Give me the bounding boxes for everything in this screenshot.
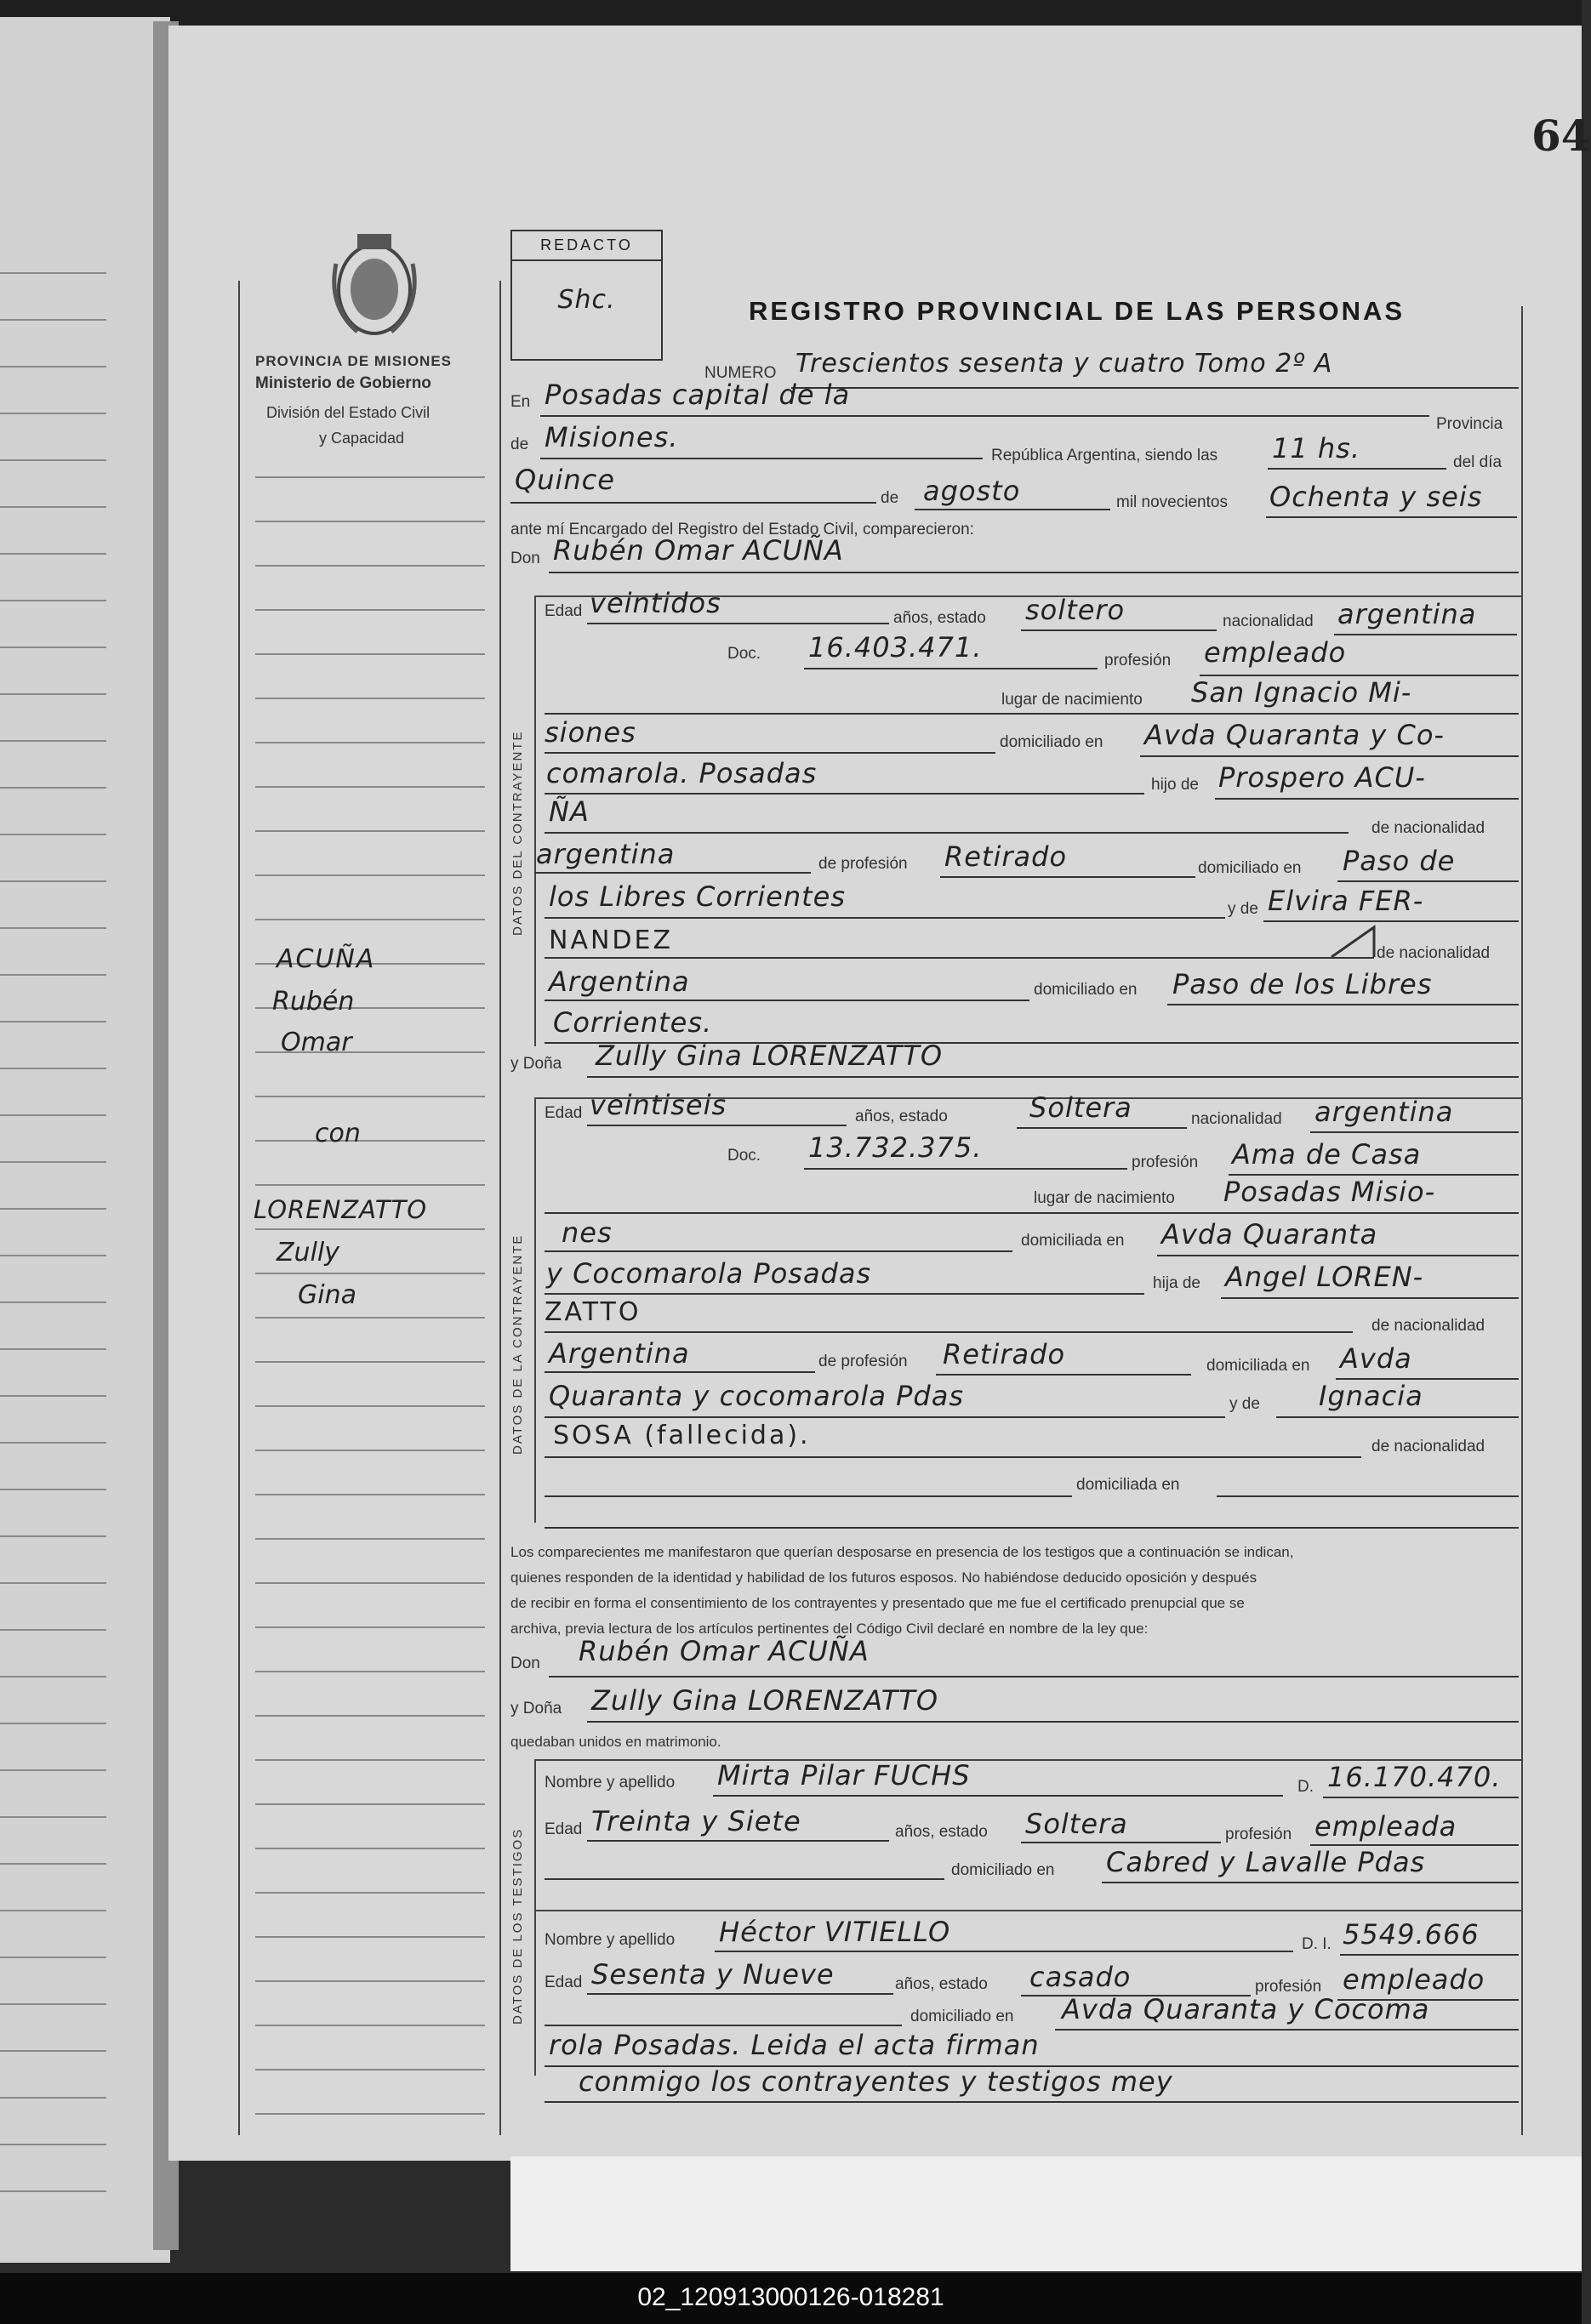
left-page-ruled-line	[0, 413, 106, 414]
margin-ruled-line	[255, 521, 485, 522]
margin-ruled-line	[255, 1936, 485, 1938]
act-hora: 11 hs.	[1272, 432, 1361, 464]
bride-profesion: Ama de Casa	[1232, 1138, 1422, 1171]
act-dia: Quince	[515, 464, 615, 496]
division-label-2: y Capacidad	[319, 430, 405, 447]
w1-label-nombre: Nombre y apellido	[545, 1774, 676, 1791]
groom-madre-domicilio-2: Corrientes.	[553, 1006, 713, 1039]
left-page-ruled-line	[0, 927, 106, 929]
label-ante: ante mí Encargado del Registro del Estado Civil, comparecieron:	[510, 521, 974, 538]
left-page-ruled-line	[0, 1255, 106, 1256]
w1-estado: Soltera	[1025, 1808, 1128, 1840]
act-numero: Trescientos sesenta y cuatro Tomo 2º A	[796, 349, 1333, 379]
slash-mark	[1327, 923, 1378, 961]
left-page-ruled-line	[0, 1068, 106, 1069]
groom-label-padre-prof: de profesión	[818, 855, 908, 873]
w1-profesion: empleada	[1314, 1810, 1457, 1843]
groom-madre-domicilio-1: Paso de los Libres	[1172, 968, 1433, 1000]
left-page-ruled-line	[0, 600, 106, 601]
left-page-ruled-line	[0, 647, 106, 648]
groom-label-profesion: profesión	[1104, 652, 1172, 669]
left-page-ruled-line	[0, 1302, 106, 1303]
label-provincia: Provincia	[1436, 415, 1503, 433]
left-page-ruled-line	[0, 1395, 106, 1397]
label-numero: NUMERO	[704, 364, 777, 382]
left-page-ruled-line	[0, 1957, 106, 1958]
statement-line-1: Los comparecientes me manifestaron que querían desposarse en presencia de los testigos que a continuación se indican,	[510, 1544, 1294, 1560]
margin-ruled-line	[255, 2069, 485, 2071]
margin-ruled-line	[255, 1582, 485, 1584]
left-page-ruled-line	[0, 834, 106, 835]
bride-label-padre-dom: domiciliada en	[1206, 1357, 1310, 1375]
bride-label-madre-dom: domiciliada en	[1076, 1476, 1180, 1494]
left-page-ruled-line	[0, 1582, 106, 1584]
margin-ruled-line	[255, 1228, 485, 1230]
bride-label-hija: hija de	[1153, 1274, 1200, 1292]
section-line-witness	[534, 1761, 536, 2076]
left-page-ruled-line	[0, 740, 106, 742]
bride-label-padre-prof: de profesión	[818, 1353, 908, 1370]
w2-doc: 5549.666	[1343, 1918, 1480, 1951]
act-en: Posadas capital de la	[545, 379, 851, 411]
redacto-stamp	[510, 230, 663, 361]
margin-ruled-line	[255, 1803, 485, 1805]
label-de-mes: de	[881, 489, 899, 507]
w2-nombre: Héctor VITIELLO	[719, 1916, 951, 1948]
margin-ruled-line	[255, 1361, 485, 1363]
margin-ruled-line	[255, 1140, 485, 1142]
decl-dona: Zully Gina LORENZATTO	[591, 1684, 939, 1717]
bride-label-nacionalidad: nacionalidad	[1191, 1110, 1282, 1128]
left-page-ruled-line	[0, 2144, 106, 2145]
left-page-edge	[0, 17, 170, 2263]
w2-label-profesion: profesión	[1255, 1978, 1322, 1996]
decl-label-don: Don	[510, 1655, 540, 1672]
margin-surname-2: LORENZATTO	[254, 1195, 428, 1224]
bride-doc: 13.732.375.	[808, 1131, 983, 1164]
label-en: En	[510, 393, 531, 411]
image-caption: 02_120913000126-018281	[0, 2273, 1582, 2324]
bride-label-madre-nac: de nacionalidad	[1371, 1438, 1486, 1455]
groom-domicilio-2: comarola. Posadas	[546, 757, 818, 789]
left-page-ruled-line	[0, 1021, 106, 1022]
groom-domicilio-1: Avda Quaranta y Co-	[1144, 719, 1445, 751]
groom-label-nacionalidad: nacionalidad	[1223, 612, 1314, 630]
statement-line-4: archiva, previa lectura de los artículos pertinentes del Código Civil declaré en nombre de la ley que:	[510, 1621, 1149, 1637]
page-bottom-strip	[510, 2156, 1582, 2271]
margin-line-right	[499, 281, 501, 2135]
bride-domicilio-1: Avda Quaranta	[1161, 1218, 1378, 1250]
left-page-ruled-line	[0, 553, 106, 555]
left-page-ruled-line	[0, 1348, 106, 1350]
margin-name-2b: Gina	[298, 1280, 356, 1310]
w1-edad: Treinta y Siete	[591, 1805, 801, 1837]
label-mil: mil novecientos	[1116, 493, 1228, 511]
left-page-ruled-line	[0, 787, 106, 789]
left-page-ruled-line	[0, 693, 106, 695]
groom-padre-1: Prospero ACU-	[1218, 761, 1426, 794]
left-page-ruled-line	[0, 2190, 106, 2192]
margin-ruled-line	[255, 2025, 485, 2026]
margin-ruled-line	[255, 786, 485, 788]
label-dona: y Doña	[510, 1055, 562, 1073]
bride-lugar-2: nes	[562, 1216, 613, 1249]
margin-ruled-line	[255, 1273, 485, 1274]
w2-domicilio-1: Avda Quaranta y Cocoma	[1062, 1993, 1430, 2025]
w1-label-edad: Edad	[545, 1820, 583, 1838]
redacto-mark: Shc.	[557, 285, 616, 315]
groom-lugar-2: siones	[545, 716, 636, 749]
bride-label-estado: años, estado	[855, 1108, 948, 1125]
left-page-ruled-line	[0, 366, 106, 367]
label-del-dia: del día	[1453, 453, 1503, 471]
left-page-ruled-line	[0, 1535, 106, 1537]
left-page-ruled-line	[0, 1629, 106, 1631]
margin-ruled-line	[255, 653, 485, 655]
groom-padre-2: ÑA	[549, 795, 590, 828]
side-label-bride: DATOS DE LA CONTRAYENTE	[510, 1233, 525, 1455]
side-label-witnesses: DATOS DE LOS TESTIGOS	[510, 1827, 525, 2025]
section-line-groom	[534, 595, 536, 1046]
bride-padre-nacionalidad: Argentina	[549, 1337, 690, 1370]
left-page-ruled-line	[0, 1676, 106, 1677]
left-page-ruled-line	[0, 1114, 106, 1116]
left-page-ruled-line	[0, 880, 106, 882]
w1-label-doc: D.	[1297, 1778, 1314, 1796]
margin-ruled-line	[255, 1096, 485, 1097]
bride-edad: veintiseis	[590, 1089, 727, 1121]
left-page-ruled-line	[0, 272, 106, 274]
act-mes: agosto	[923, 475, 1021, 507]
bride-label-y-de: y de	[1229, 1395, 1260, 1413]
w2-label-edad: Edad	[545, 1974, 583, 1991]
left-page-ruled-line	[0, 1863, 106, 1865]
left-page-ruled-line	[0, 1723, 106, 1724]
decl-don: Rubén Omar ACUÑA	[579, 1635, 870, 1667]
act-don: Rubén Omar ACUÑA	[553, 534, 844, 567]
label-quedaban: quedaban unidos en matrimonio.	[510, 1734, 721, 1750]
groom-label-doc: Doc.	[727, 645, 761, 663]
margin-name-2a: Zully	[277, 1238, 339, 1267]
left-page-ruled-line	[0, 506, 106, 508]
margin-ruled-line	[255, 1184, 485, 1186]
groom-label-hijo: hijo de	[1151, 776, 1199, 794]
act-anio: Ochenta y seis	[1269, 481, 1483, 513]
label-republica: República Argentina, siendo las	[991, 447, 1218, 464]
margin-ruled-line	[255, 1317, 485, 1319]
left-page-ruled-line	[0, 1769, 106, 1771]
act-provincia: Misiones.	[545, 421, 679, 453]
groom-label-madre-dom: domiciliado en	[1034, 981, 1138, 999]
margin-ruled-line	[255, 1538, 485, 1540]
bride-padre-1: Angel LOREN-	[1225, 1261, 1424, 1293]
w1-nombre: Mirta Pilar FUCHS	[717, 1759, 971, 1791]
left-page-ruled-line	[0, 2097, 106, 2099]
coat-of-arms-icon	[323, 230, 425, 340]
margin-ruled-line	[255, 830, 485, 832]
w1-label-profesion: profesión	[1225, 1826, 1292, 1843]
margin-ruled-line	[255, 2113, 485, 2115]
margin-ruled-line	[255, 919, 485, 920]
statement-line-3: de recibir en forma el consentimiento de los contrayentes y presentado que me fue el certificado prenupcial que se	[510, 1595, 1245, 1611]
bride-label-doc: Doc.	[727, 1147, 761, 1165]
margin-ruled-line	[255, 1450, 485, 1451]
division-label-1: División del Estado Civil	[266, 404, 431, 421]
bride-label-edad: Edad	[545, 1104, 583, 1122]
bride-lugar-1: Posadas Misio-	[1223, 1176, 1436, 1208]
left-page-ruled-line	[0, 974, 106, 976]
margin-ruled-line	[255, 874, 485, 876]
groom-label-madre-nac: de nacionalidad	[1377, 944, 1491, 962]
label-don: Don	[510, 550, 540, 567]
bride-nombre: Zully Gina LORENZATTO	[596, 1040, 944, 1072]
margin-ruled-line	[255, 1848, 485, 1849]
page-number: 64	[1531, 111, 1591, 161]
w1-label-estado: años, estado	[895, 1823, 988, 1841]
left-page-ruled-line	[0, 1208, 106, 1210]
groom-estado: soltero	[1025, 594, 1126, 626]
left-page-ruled-line	[0, 1489, 106, 1490]
w2-domicilio-3: conmigo los contrayentes y testigos mey	[579, 2065, 1173, 2098]
bride-label-padre-nac: de nacionalidad	[1371, 1317, 1486, 1335]
margin-name-1a: Rubén	[272, 987, 355, 1017]
margin-ruled-line	[255, 609, 485, 611]
groom-nacionalidad: argentina	[1337, 598, 1477, 630]
decl-label-dona: y Doña	[510, 1700, 562, 1717]
bride-padre-2: ZATTO	[545, 1297, 642, 1327]
w2-profesion: empleado	[1343, 1963, 1486, 1996]
statement-line-2: quienes responden de la identidad y habilidad de los futuros esposos. No habiéndose deducido oposición y después	[510, 1569, 1257, 1586]
left-page-ruled-line	[0, 459, 106, 461]
bride-label-profesion: profesión	[1132, 1153, 1199, 1171]
w2-domicilio-2: rola Posadas. Leida el acta firman	[549, 2029, 1040, 2061]
w2-label-estado: años, estado	[895, 1975, 988, 1993]
bride-domicilio-2: y Cocomarola Posadas	[546, 1257, 872, 1290]
left-page-ruled-line	[0, 1161, 106, 1163]
bride-madre-2: SOSA (fallecida).	[553, 1421, 811, 1450]
bride-label-lugar: lugar de nacimiento	[1034, 1189, 1175, 1207]
groom-padre-nacionalidad: argentina	[536, 838, 676, 870]
margin-ruled-line	[255, 1405, 485, 1407]
w2-edad: Sesenta y Nueve	[591, 1958, 835, 1991]
margin-ruled-line	[255, 1671, 485, 1672]
margin-ruled-line	[255, 742, 485, 743]
bride-madre-1: Ignacia	[1319, 1380, 1423, 1412]
margin-surname-1: ACUÑA	[277, 944, 376, 974]
w2-label-nombre: Nombre y apellido	[545, 1931, 676, 1949]
right-border	[1521, 306, 1523, 2135]
margin-ruled-line	[255, 1892, 485, 1894]
margin-ruled-line	[255, 476, 485, 478]
bride-estado: Soltera	[1029, 1091, 1132, 1124]
bride-padre-domicilio-1: Avda	[1340, 1342, 1412, 1375]
groom-label-padre-nac: de nacionalidad	[1371, 819, 1486, 837]
left-page-ruled-line	[0, 1816, 106, 1818]
groom-label-y-de: y de	[1228, 900, 1258, 918]
groom-padre-domicilio-1: Paso de	[1343, 845, 1456, 877]
left-page-ruled-line	[0, 2050, 106, 2052]
margin-ruled-line	[255, 1715, 485, 1717]
bride-padre-domicilio-2: Quaranta y cocomarola Pdas	[549, 1380, 964, 1412]
groom-edad: veintidos	[590, 587, 721, 619]
groom-madre-2: NANDEZ	[549, 926, 674, 955]
groom-padre-profesion: Retirado	[944, 840, 1068, 873]
groom-label-edad: Edad	[545, 602, 583, 620]
groom-madre-1: Elvira FER-	[1268, 885, 1424, 917]
w1-domicilio: Cabred y Lavalle Pdas	[1106, 1846, 1426, 1878]
margin-line-left	[238, 281, 240, 2135]
w1-label-domicilio: domiciliado en	[951, 1861, 1055, 1879]
w1-doc: 16.170.470.	[1327, 1761, 1502, 1793]
groom-doc: 16.403.471.	[808, 631, 983, 664]
ministry-label: Ministerio de Gobierno	[255, 374, 431, 392]
margin-name-1b: Omar	[281, 1028, 352, 1057]
bride-label-domicilio: domiciliada en	[1021, 1232, 1125, 1250]
groom-label-lugar: lugar de nacimiento	[1001, 691, 1143, 709]
left-page-ruled-line	[0, 2003, 106, 2005]
margin-connector: con	[315, 1119, 361, 1148]
margin-ruled-line	[255, 565, 485, 567]
margin-ruled-line	[255, 1980, 485, 1982]
margin-ruled-line	[255, 1494, 485, 1495]
groom-label-domicilio: domiciliado en	[1000, 733, 1103, 751]
left-page-ruled-line	[0, 319, 106, 321]
w2-label-domicilio: domiciliado en	[910, 2008, 1014, 2025]
margin-ruled-line	[255, 698, 485, 699]
w2-estado: casado	[1029, 1961, 1132, 1993]
page-title: REGISTRO PROVINCIAL DE LAS PERSONAS	[749, 296, 1406, 326]
groom-profesion: empleado	[1204, 636, 1347, 669]
side-label-groom: DATOS DEL CONTRAYENTE	[510, 730, 525, 936]
groom-padre-domicilio-2: los Libres Corrientes	[549, 880, 847, 913]
label-de: de	[510, 436, 529, 453]
left-page-ruled-line	[0, 1442, 106, 1444]
groom-madre-nacionalidad: Argentina	[549, 965, 690, 998]
section-line-bride	[534, 1097, 536, 1523]
redacto-title: REDACTO	[512, 231, 661, 261]
groom-label-padre-dom: domiciliado en	[1198, 859, 1302, 877]
margin-ruled-line	[255, 1626, 485, 1628]
groom-label-estado: años, estado	[893, 609, 986, 627]
w2-label-doc: D. I.	[1302, 1935, 1332, 1953]
province-label: PROVINCIA DE MISIONES	[255, 353, 453, 369]
left-page-ruled-line	[0, 1910, 106, 1911]
margin-ruled-line	[255, 1759, 485, 1761]
bride-padre-profesion: Retirado	[943, 1338, 1066, 1370]
groom-lugar-1: San Ignacio Mi-	[1191, 676, 1412, 709]
bride-nacionalidad: argentina	[1314, 1096, 1454, 1128]
